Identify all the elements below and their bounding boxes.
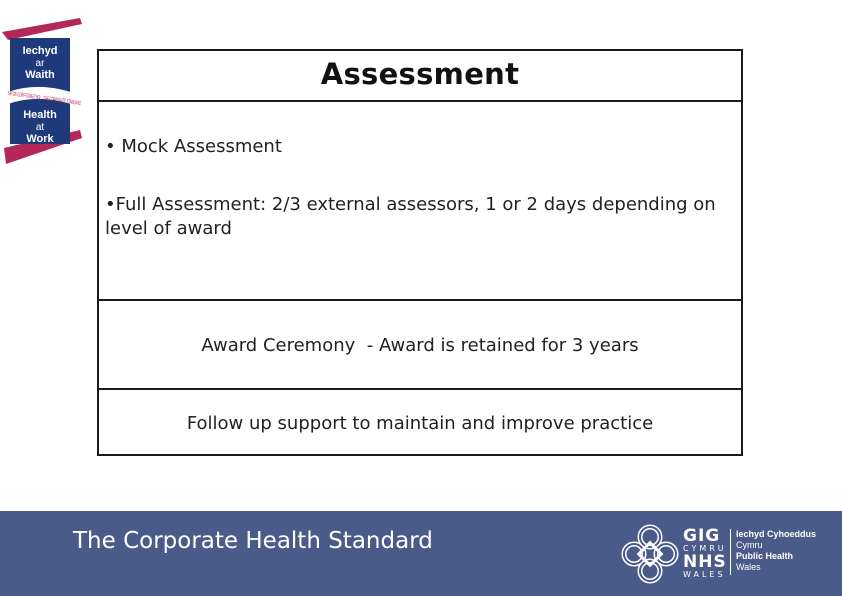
title-row (99, 51, 741, 102)
logo-line2: ar (35, 58, 45, 69)
logo-line3: Waith (25, 69, 55, 81)
org-line2: Cymru (736, 540, 763, 550)
logo-line5: at (35, 122, 45, 133)
logo-divider (730, 529, 731, 575)
assessment-box (97, 49, 743, 456)
nhs-wales-knot-icon (620, 523, 680, 585)
gig-text: GIG (683, 526, 721, 546)
slide-title: Assessment (320, 57, 520, 91)
bullet-list (99, 102, 741, 301)
logo-line1: Iechyd (22, 45, 58, 57)
ceremony-text: Award Ceremony - Award is retained for 3 years (201, 335, 639, 356)
org-line1: Iechyd Cyhoeddus (736, 529, 817, 539)
logo-line4: Health (23, 109, 57, 121)
bullet-full-assessment: •Full Assessment: 2/3 external assessors, 1 or 2 days depending on level of award (105, 194, 716, 239)
org-line3: Public Health (736, 551, 794, 561)
bullet-mock-assessment: • Mock Assessment (105, 136, 282, 157)
logo-graphic (2, 18, 84, 166)
nhs-text: NHS (683, 552, 727, 572)
public-health-wales-wordmark (736, 529, 816, 573)
footer-band (0, 511, 842, 596)
cymru-text: CYMRU (683, 544, 727, 553)
follow-up-text: Follow up support to maintain and improve practice (186, 413, 654, 434)
gig-cymru-nhs-wales-wordmark (683, 528, 733, 580)
health-at-work-logo (2, 18, 84, 166)
logo-line6: Work (26, 133, 54, 145)
follow-up-row (99, 390, 741, 456)
ceremony-row (99, 301, 741, 390)
footer-title: The Corporate Health Standard (73, 528, 433, 554)
org-line4: Wales (736, 562, 761, 572)
wales-text: WALES (683, 570, 726, 579)
